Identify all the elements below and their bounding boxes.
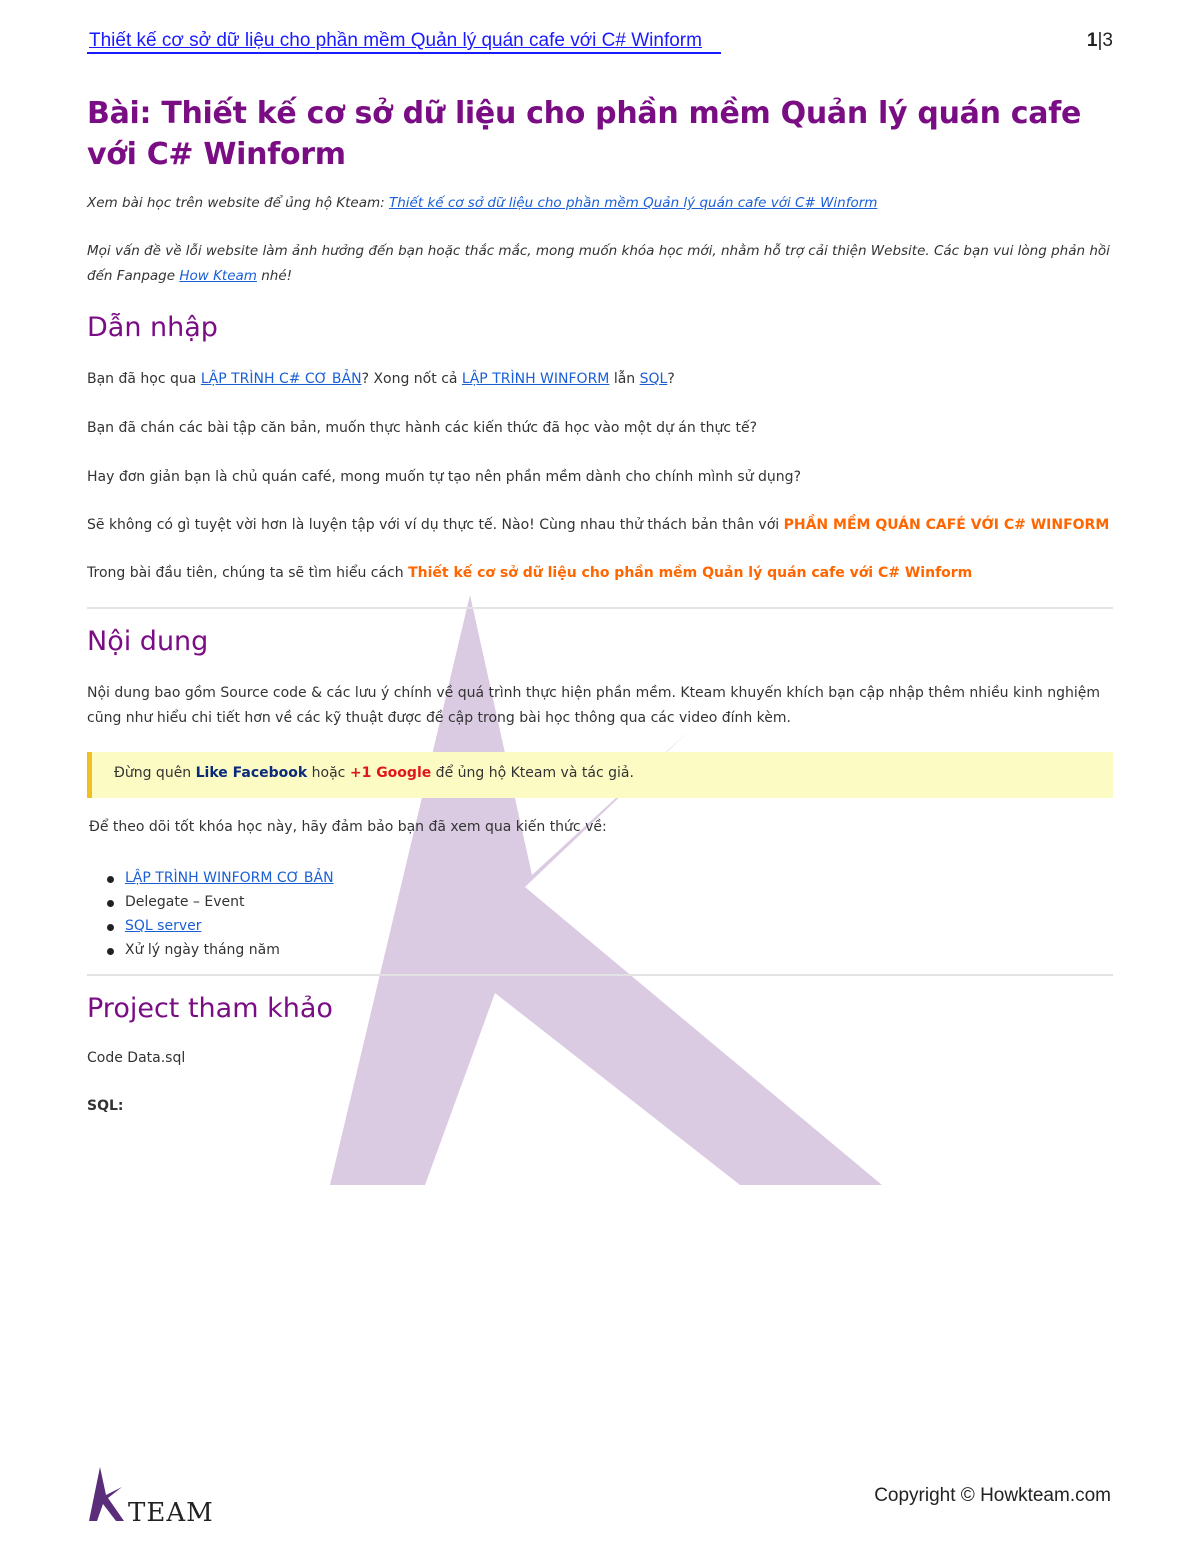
section-heading-content: Nội dung <box>87 626 209 657</box>
intro-paragraph-5 <box>87 561 1113 586</box>
list-item <box>105 866 334 890</box>
delegate-event-item: Delegate – Event <box>125 894 245 910</box>
callout-text-3: để ủng hộ Kteam và tác giả. <box>431 765 634 781</box>
sql-link[interactable]: SQL <box>639 371 668 387</box>
prerequisite-intro: Để theo dõi tốt khóa học này, hãy đảm bảo bạn đã xem qua kiến thức về: <box>89 819 607 835</box>
section-heading-project: Project tham khảo <box>87 993 333 1024</box>
prerequisite-list <box>105 866 334 962</box>
list-item <box>105 914 334 938</box>
page-total: 3 <box>1102 30 1113 51</box>
website-lesson-link[interactable]: Thiết kế cơ sở dữ liệu cho phần mềm Quản lý quán cafe với C# Winform <box>388 195 878 211</box>
feedback-note-text: Mọi vấn đề về lỗi website làm ảnh hưởng đến bạn hoặc thắc mắc, mong muốn khóa học mới, nhằm hỗ trợ cải thiện Website. Các bạn vui lòng phản hồi đến Fanpage <box>87 243 1110 284</box>
callout-text-2: hoặc <box>307 765 350 781</box>
intro-p1-text-2: ? Xong nốt cả <box>361 371 462 387</box>
kteam-logo <box>86 1465 226 1527</box>
date-handling-item: Xử lý ngày tháng năm <box>125 942 280 958</box>
kteam-logo-mark <box>89 1467 124 1521</box>
header-underline <box>87 52 721 54</box>
intro-p4-text: Sẽ không có gì tuyệt vời hơn là luyện tập với ví dụ thực tế. Nào! Cùng nhau thử thách bản thân với <box>87 517 784 533</box>
list-item <box>105 938 334 962</box>
intro-paragraph-3: Hay đơn giản bạn là chủ quán café, mong muốn tự tạo nên phần mềm dành cho chính mình sử dụng? <box>87 469 801 485</box>
intro-p1-text-4: ? <box>667 371 675 387</box>
header-lesson-link[interactable]: Thiết kế cơ sở dữ liệu cho phần mềm Quản lý quán cafe với C# Winform <box>89 30 702 51</box>
kteam-logo-text: TEAM <box>128 1498 214 1527</box>
website-note <box>87 191 1113 216</box>
like-facebook-label: Like Facebook <box>195 765 308 781</box>
intro-p1-text-1: Bạn đã học qua <box>87 371 201 387</box>
page-separator: | <box>1097 30 1103 51</box>
code-file-label: Code Data.sql <box>87 1050 186 1066</box>
running-header <box>87 30 1113 54</box>
intro-p5-text: Trong bài đầu tiên, chúng ta sẽ tìm hiểu cách <box>87 565 409 581</box>
feedback-note <box>87 239 1113 289</box>
section-divider <box>87 607 1113 609</box>
sql-server-link[interactable]: SQL server <box>125 918 202 934</box>
content-paragraph: Nội dung bao gồm Source code & các lưu ý chính về quá trình thực hiện phần mềm. Kteam khuyến khích bạn cập nhập thêm nhiều kinh nghiệm cũng như hiểu chi tiết hơn về các kỹ thuật được đề cập trong bài học thông qua các video đính kèm. <box>87 685 1100 726</box>
lesson-title: Bài: Thiết kế cơ sở dữ liệu cho phần mềm Quản lý quán cafe với C# Winform <box>87 96 1082 172</box>
page-current: 1 <box>1086 30 1098 51</box>
callout-text-1: Đừng quên <box>114 765 196 781</box>
callout-text <box>114 765 634 781</box>
intro-p4-highlight: PHẦN MỀM QUÁN CAFÉ VỚI C# WINFORM <box>783 517 1110 533</box>
list-item <box>105 890 334 914</box>
intro-paragraph-4 <box>87 513 1113 538</box>
section-heading-intro: Dẫn nhập <box>87 312 218 343</box>
intro-paragraph-2: Bạn đã chán các bài tập căn bản, muốn thực hành các kiến thức đã học vào một dự án thực tế? <box>87 420 758 436</box>
website-note-text: Xem bài học trên website để ủng hộ Kteam: <box>87 195 389 211</box>
kteam-watermark <box>330 575 890 1190</box>
winform-link[interactable]: LẬP TRÌNH WINFORM <box>461 371 610 387</box>
page-number <box>1087 30 1113 52</box>
plus-google-label: +1 Google <box>349 765 432 781</box>
intro-p5-highlight: Thiết kế cơ sở dữ liệu cho phần mềm Quản lý quán cafe với C# Winform <box>408 565 973 581</box>
intro-p1-text-3: lẫn <box>609 371 640 387</box>
intro-paragraph-1 <box>87 367 1113 392</box>
winform-basic-link[interactable]: LẬP TRÌNH WINFORM CƠ BẢN <box>125 870 334 886</box>
sql-label: SQL: <box>87 1098 124 1114</box>
copyright-text: Copyright © Howkteam.com <box>874 1485 1111 1506</box>
fanpage-link[interactable]: How Kteam <box>179 268 257 284</box>
csharp-basic-link[interactable]: LẬP TRÌNH C# CƠ BẢN <box>200 371 362 387</box>
feedback-note-suffix: nhé! <box>256 268 293 284</box>
like-callout <box>87 752 1113 798</box>
section-divider <box>87 974 1113 976</box>
